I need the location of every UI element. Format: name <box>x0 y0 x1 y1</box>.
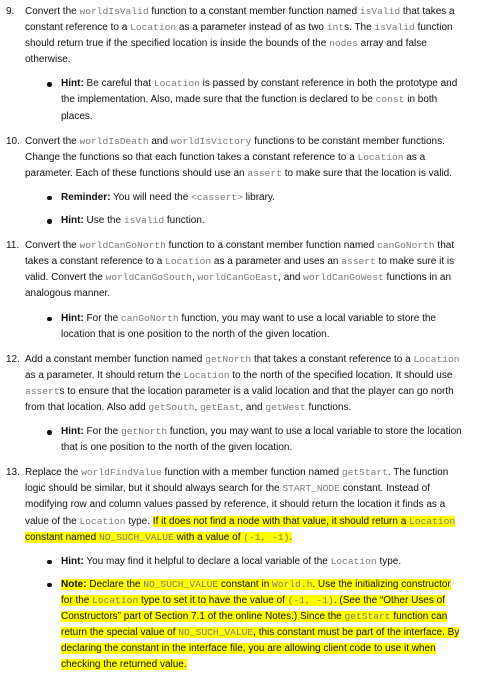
list-item <box>6 352 465 457</box>
bold-label: Hint: <box>61 312 84 324</box>
text-run: function, you may want to use a local variable to store the location that is one position to the north of the given location. <box>61 312 436 340</box>
text-run: . The function logic should be similar, but it should always search for the <box>25 467 449 495</box>
code-identifier: isValid <box>359 6 401 17</box>
text-run: s to ensure that the location parameter is a valid location and that the player can go north from that location. Also add <box>25 385 454 413</box>
text-run: You will need the <box>110 191 192 203</box>
item-text <box>25 134 465 182</box>
text-run: functions to be constant member functions. Change the functions so that each function takes a constant reference to a <box>25 135 445 163</box>
item-text <box>25 4 465 68</box>
text-run: Convert the <box>25 6 80 17</box>
hint-item <box>25 311 465 343</box>
text-run: . Use the initializing constructor for the <box>61 578 451 606</box>
code-identifier: worldIsVictory <box>170 135 252 147</box>
code-identifier: getEast <box>200 401 241 413</box>
item-number: 13. <box>6 467 20 479</box>
code-identifier: Location <box>79 515 126 527</box>
list-item <box>6 4 465 125</box>
hint-item <box>25 213 465 229</box>
text-run: . <box>289 531 293 543</box>
code-identifier: NO_SUCH_VALUE <box>143 578 219 590</box>
code-identifier: (-1, -1) <box>243 531 290 543</box>
text-run: that takes a constant reference to a <box>25 240 455 268</box>
code-identifier: worldCanGoNorth <box>79 240 166 252</box>
text-run: as a parameter and uses an <box>211 256 342 268</box>
code-identifier: World.h <box>272 578 313 590</box>
item-number: 11. <box>6 240 20 252</box>
code-identifier: getStart <box>344 611 391 622</box>
code-identifier: Location <box>330 555 377 567</box>
hint-list <box>25 554 465 674</box>
text-run: , this constant must be part of the interface. By declaring the constant in the interface file, you are allowing client code to use it when checking the returned value. <box>61 627 460 671</box>
code-identifier: const <box>375 94 405 106</box>
hint-item <box>25 577 465 674</box>
text-run: function to a constant member function named <box>165 240 378 252</box>
code-identifier: worldCanGoEast <box>197 272 279 284</box>
text-run: with a value of <box>173 531 244 543</box>
text-run: , and <box>278 272 304 284</box>
bold-label: Hint: <box>61 555 84 567</box>
bold-label: Hint: <box>61 78 84 90</box>
code-identifier: getStart <box>341 467 388 479</box>
text-run: Convert the <box>25 240 80 252</box>
code-identifier: int <box>326 22 345 34</box>
text-run: type. <box>125 515 153 527</box>
text-run: . (See the “Other Uses of Constructors” part of Section 7.1 of the online Notes.) Since the <box>61 594 445 622</box>
text-run: Convert the <box>25 135 80 147</box>
text-run: Use the <box>83 215 124 227</box>
text-run: function should return true if the specified location is inside the bounds of the <box>25 22 453 50</box>
text-run: type. <box>376 555 402 567</box>
text-run: as a parameter. Each of these functions should use an <box>25 151 426 179</box>
item-text <box>25 465 465 545</box>
code-identifier: Location <box>153 78 200 90</box>
text-run: You may find it helpful to declare a local variable of the <box>83 555 331 567</box>
list-item <box>6 134 465 229</box>
hint-item <box>25 76 465 124</box>
hint-list <box>25 190 465 229</box>
bold-label: Hint: <box>61 215 84 227</box>
text-run: in both places. <box>61 94 438 122</box>
code-identifier: NO_SUCH_VALUE <box>98 531 174 543</box>
list-item <box>6 238 465 343</box>
code-identifier: worldIsDeath <box>79 135 149 147</box>
code-identifier: worldIsValid <box>79 6 149 17</box>
text-run: Add a constant member function named <box>25 353 206 365</box>
text-run: type to set it to have the value of <box>138 594 288 606</box>
code-identifier: canGoNorth <box>121 312 179 324</box>
hint-list <box>25 311 465 343</box>
list-item <box>6 465 465 673</box>
code-identifier: Location <box>357 151 404 163</box>
text-run: constant. Instead of modifying row and column values passed by reference, it should return the location it finds as a value of the <box>25 483 446 527</box>
code-identifier: isValid <box>374 22 415 34</box>
item-number: 9. <box>6 6 15 17</box>
code-identifier: worldCanGoWest <box>303 272 384 284</box>
code-identifier: Location <box>92 594 139 606</box>
code-identifier: Location <box>413 353 460 365</box>
text-run: Replace the <box>25 467 82 479</box>
bold-label: Hint: <box>61 426 84 438</box>
code-identifier: NO_SUCH_VALUE <box>178 627 254 639</box>
item-number: 10. <box>6 135 20 147</box>
code-identifier: <cassert> <box>191 191 243 203</box>
text-run: s. The <box>344 22 375 34</box>
text-run: and <box>148 135 171 147</box>
text-run: , and <box>240 401 266 413</box>
code-identifier: getSouth <box>148 401 195 413</box>
code-identifier: getNorth <box>205 353 252 365</box>
item-number: 12. <box>6 353 20 365</box>
code-identifier: worldCanGoSouth <box>105 272 192 284</box>
code-identifier: getNorth <box>121 426 168 438</box>
text-run: to make sure it is valid. Convert the <box>25 256 455 284</box>
text-run: function to a constant member function named <box>148 6 360 17</box>
code-identifier: nodes <box>329 38 358 50</box>
text-run: Declare the <box>86 578 144 590</box>
code-identifier: assert <box>341 256 376 268</box>
hint-item <box>25 424 465 456</box>
code-identifier: (-1, -1) <box>287 594 334 606</box>
hint-item <box>25 190 465 206</box>
text-run: is passed by constant reference in both the prototype and the implementation. Also, made sure that the function is declared to be <box>61 78 458 106</box>
text-run: function can return the special value of <box>61 611 448 639</box>
text-run: For the <box>83 312 122 324</box>
highlighted-text <box>61 579 459 670</box>
text-run: constant named <box>25 531 99 543</box>
code-identifier: worldFindValue <box>81 467 162 479</box>
code-identifier: assert <box>25 385 60 397</box>
text-run: function, you may want to use a local variable to store the location that is one position to the north of the given location. <box>61 426 462 454</box>
text-run: Be careful that <box>83 78 154 90</box>
code-identifier: START_NODE <box>282 483 340 495</box>
text-run: For the <box>83 426 122 438</box>
text-run: function. <box>164 215 205 227</box>
text-run: that takes a constant reference to a <box>251 353 414 365</box>
item-text <box>25 238 465 302</box>
text-run: that takes a constant reference to a <box>25 6 455 34</box>
item-text <box>25 352 465 416</box>
hint-item <box>25 554 465 570</box>
code-identifier: Location <box>183 369 230 381</box>
text-run: library. <box>242 191 275 203</box>
text-run: functions in an analogous manner. <box>25 272 452 300</box>
text-run: constant in <box>218 578 273 590</box>
text-run: as a parameter instead of as two <box>176 22 327 34</box>
text-run: , <box>194 401 201 413</box>
bold-label: Reminder: <box>61 191 111 203</box>
text-run: , <box>191 272 198 284</box>
code-identifier: isValid <box>123 215 165 227</box>
text-run: functions. <box>305 401 352 413</box>
text-run: function with a member function named <box>161 467 342 479</box>
text-run: to make sure that the location is valid. <box>281 167 453 179</box>
hint-list <box>25 424 465 456</box>
text-run: array and false otherwise. <box>25 38 427 66</box>
hint-list <box>25 76 465 124</box>
code-identifier: assert <box>247 167 282 179</box>
code-identifier: getWest <box>265 401 306 413</box>
code-identifier: Location <box>130 22 177 34</box>
text-run: as a parameter. It should return the <box>25 369 184 381</box>
code-identifier: canGoNorth <box>377 240 435 252</box>
text-run: If it does not find a node with that value, it should return a <box>152 515 410 527</box>
code-identifier: Location <box>165 256 212 268</box>
text-run: to the north of the specified location. It should use <box>229 369 453 381</box>
bold-label: Note: <box>61 578 87 590</box>
code-identifier: Location <box>409 515 456 527</box>
